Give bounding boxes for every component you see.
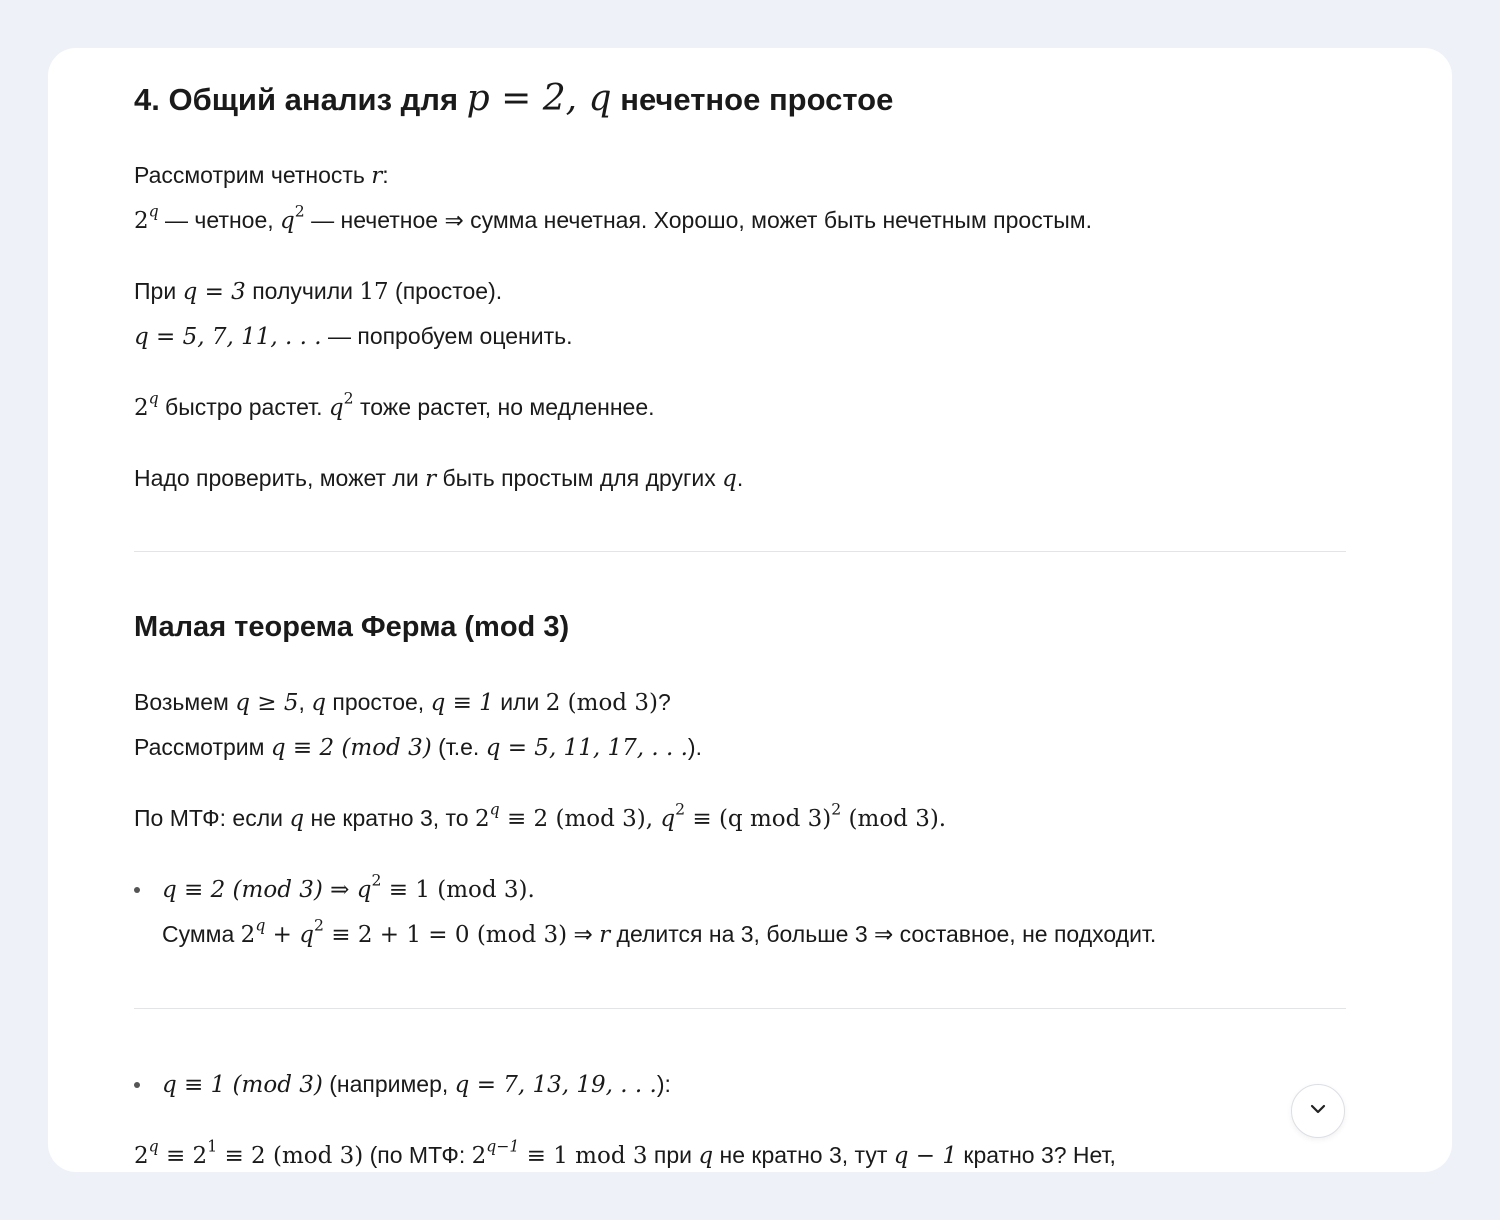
- math: q ≡ 2 (mod 3): [270, 735, 432, 761]
- text: ).: [687, 734, 702, 760]
- text: ⇒: [567, 921, 600, 947]
- text: Возьмем: [134, 689, 236, 715]
- math: q ≥ 5: [235, 690, 299, 716]
- text: (например,: [322, 1071, 455, 1097]
- divider: [134, 551, 1346, 552]
- paragraph-take-q: [134, 687, 671, 718]
- text: (по МТФ:: [363, 1142, 472, 1168]
- text: ):: [656, 1071, 671, 1097]
- math: 17: [359, 279, 389, 305]
- math-q: q: [698, 1143, 714, 1169]
- math-r: r: [599, 922, 611, 948]
- math-exp: q: [489, 799, 500, 819]
- paragraph-last-line: [134, 1136, 1116, 1171]
- math-exp: q: [148, 1136, 159, 1156]
- text: быть простым для других: [436, 465, 723, 491]
- math-two: 2: [474, 806, 490, 832]
- math: q = 3: [182, 279, 246, 305]
- paragraph-parity-2: [134, 201, 1092, 236]
- paragraph-q3: [134, 276, 502, 307]
- math-exp: 2: [675, 799, 686, 819]
- math: ≡ 2 (mod 3),: [499, 806, 661, 832]
- text: тоже растет, но медленнее.: [353, 394, 655, 420]
- text: или: [493, 689, 546, 715]
- math-q: q: [289, 806, 305, 832]
- math: q − 1: [893, 1143, 957, 1169]
- math-q: q: [356, 877, 372, 903]
- text: не кратно 3, тут: [713, 1142, 894, 1168]
- text: при: [647, 1142, 699, 1168]
- paragraph-parity-1: Рассмотрим четность r:: [134, 162, 389, 189]
- list-item-q-mod-2: [162, 870, 535, 905]
- paragraph-fermat-rule: [134, 799, 947, 834]
- math-exp: 2: [831, 799, 842, 819]
- paragraph-growth: [134, 388, 655, 423]
- math: q = 7, 13, 19, . . .: [454, 1072, 657, 1098]
- text: ,: [298, 689, 312, 715]
- math-exp: 2: [294, 201, 305, 221]
- math: ≡ 2: [158, 1143, 208, 1169]
- math-exp: q: [148, 201, 159, 221]
- heading-math: p = 2, q: [466, 78, 612, 119]
- text: Рассмотрим четность: [134, 162, 372, 188]
- text: простое,: [325, 689, 431, 715]
- math-q: q: [280, 208, 295, 234]
- math: ≡ 2 (mod 3): [217, 1143, 364, 1169]
- math-exp: 2: [371, 870, 382, 890]
- paragraph-consider-q2: [134, 732, 702, 763]
- text: (т.е.: [431, 734, 486, 760]
- section-heading-general-analysis: [134, 78, 893, 119]
- list-item-q-mod-1: [162, 1069, 671, 1100]
- math-q: q: [660, 806, 676, 832]
- divider: [134, 1008, 1346, 1009]
- math-q: q: [311, 690, 326, 716]
- math: ≡ 1 (mod 3).: [381, 877, 535, 903]
- math-q: q: [722, 466, 737, 492]
- chevron-down-icon: [1309, 1102, 1327, 1120]
- math-q: q: [299, 922, 314, 948]
- paragraph-q-list: [134, 321, 573, 352]
- math: q = 5, 11, 17, . . .: [485, 735, 688, 761]
- math: q ≡ 2 (mod 3) ⇒: [162, 877, 357, 903]
- math-exp: 2: [343, 388, 354, 408]
- math: ≡ 1 mod 3: [519, 1143, 648, 1169]
- math-two: 2: [134, 395, 149, 421]
- math-two: 2: [134, 208, 149, 234]
- text: кратно 3? Нет,: [957, 1142, 1116, 1168]
- text: делится на 3, больше 3 ⇒ составное, не подходит.: [610, 921, 1157, 947]
- text: получили: [245, 278, 360, 304]
- math-two: 2: [134, 1143, 149, 1169]
- math: ≡ (q mod 3): [685, 806, 832, 832]
- math-exp: 2: [313, 915, 324, 935]
- list-item-q-mod-2-detail: [162, 915, 1157, 950]
- text: Надо проверить, может ли: [134, 465, 426, 491]
- text: Сумма: [162, 921, 241, 947]
- math-q: q: [328, 395, 344, 421]
- text: не кратно 3, то: [304, 805, 475, 831]
- math-exp: q: [148, 388, 159, 408]
- text: — нечетное ⇒ сумма нечетная. Хорошо, может быть нечетным простым.: [304, 207, 1092, 233]
- scroll-to-bottom-button[interactable]: [1291, 1084, 1345, 1138]
- math-two: 2: [471, 1143, 487, 1169]
- paragraph-check: [134, 463, 743, 494]
- math-exp: 1: [207, 1136, 218, 1156]
- math-exp: q: [255, 915, 266, 935]
- chat-message-panel: [48, 48, 1452, 1172]
- math: ≡ 2 + 1 = 0 (mod 3): [323, 922, 568, 948]
- math: q ≡ 1 (mod 3): [162, 1072, 323, 1098]
- text: При: [134, 278, 183, 304]
- text: — четное,: [158, 207, 281, 233]
- math: q = 5, 7, 11, . . .: [134, 324, 322, 350]
- text: Рассмотрим: [134, 734, 271, 760]
- text: (простое).: [388, 278, 503, 304]
- text: .: [736, 465, 744, 491]
- text: ?: [657, 689, 671, 715]
- section-heading-fermat: Малая теорема Ферма (mod 3): [134, 611, 570, 643]
- heading-text-suffix: нечетное простое: [611, 82, 894, 117]
- math-r: r: [371, 163, 383, 189]
- math-r: r: [425, 466, 437, 492]
- math-exp: q−1: [486, 1136, 520, 1156]
- text: — попробуем оценить.: [321, 323, 573, 349]
- math: 2 (mod 3): [545, 690, 658, 716]
- math: q ≡ 1: [430, 690, 494, 716]
- math-two: 2: [240, 922, 256, 948]
- heading-text: 4. Общий анализ для: [134, 82, 467, 117]
- math-plus: +: [265, 922, 300, 948]
- text: По МТФ: если: [134, 805, 290, 831]
- math: (mod 3).: [841, 806, 947, 832]
- text: быстро растет.: [158, 394, 329, 420]
